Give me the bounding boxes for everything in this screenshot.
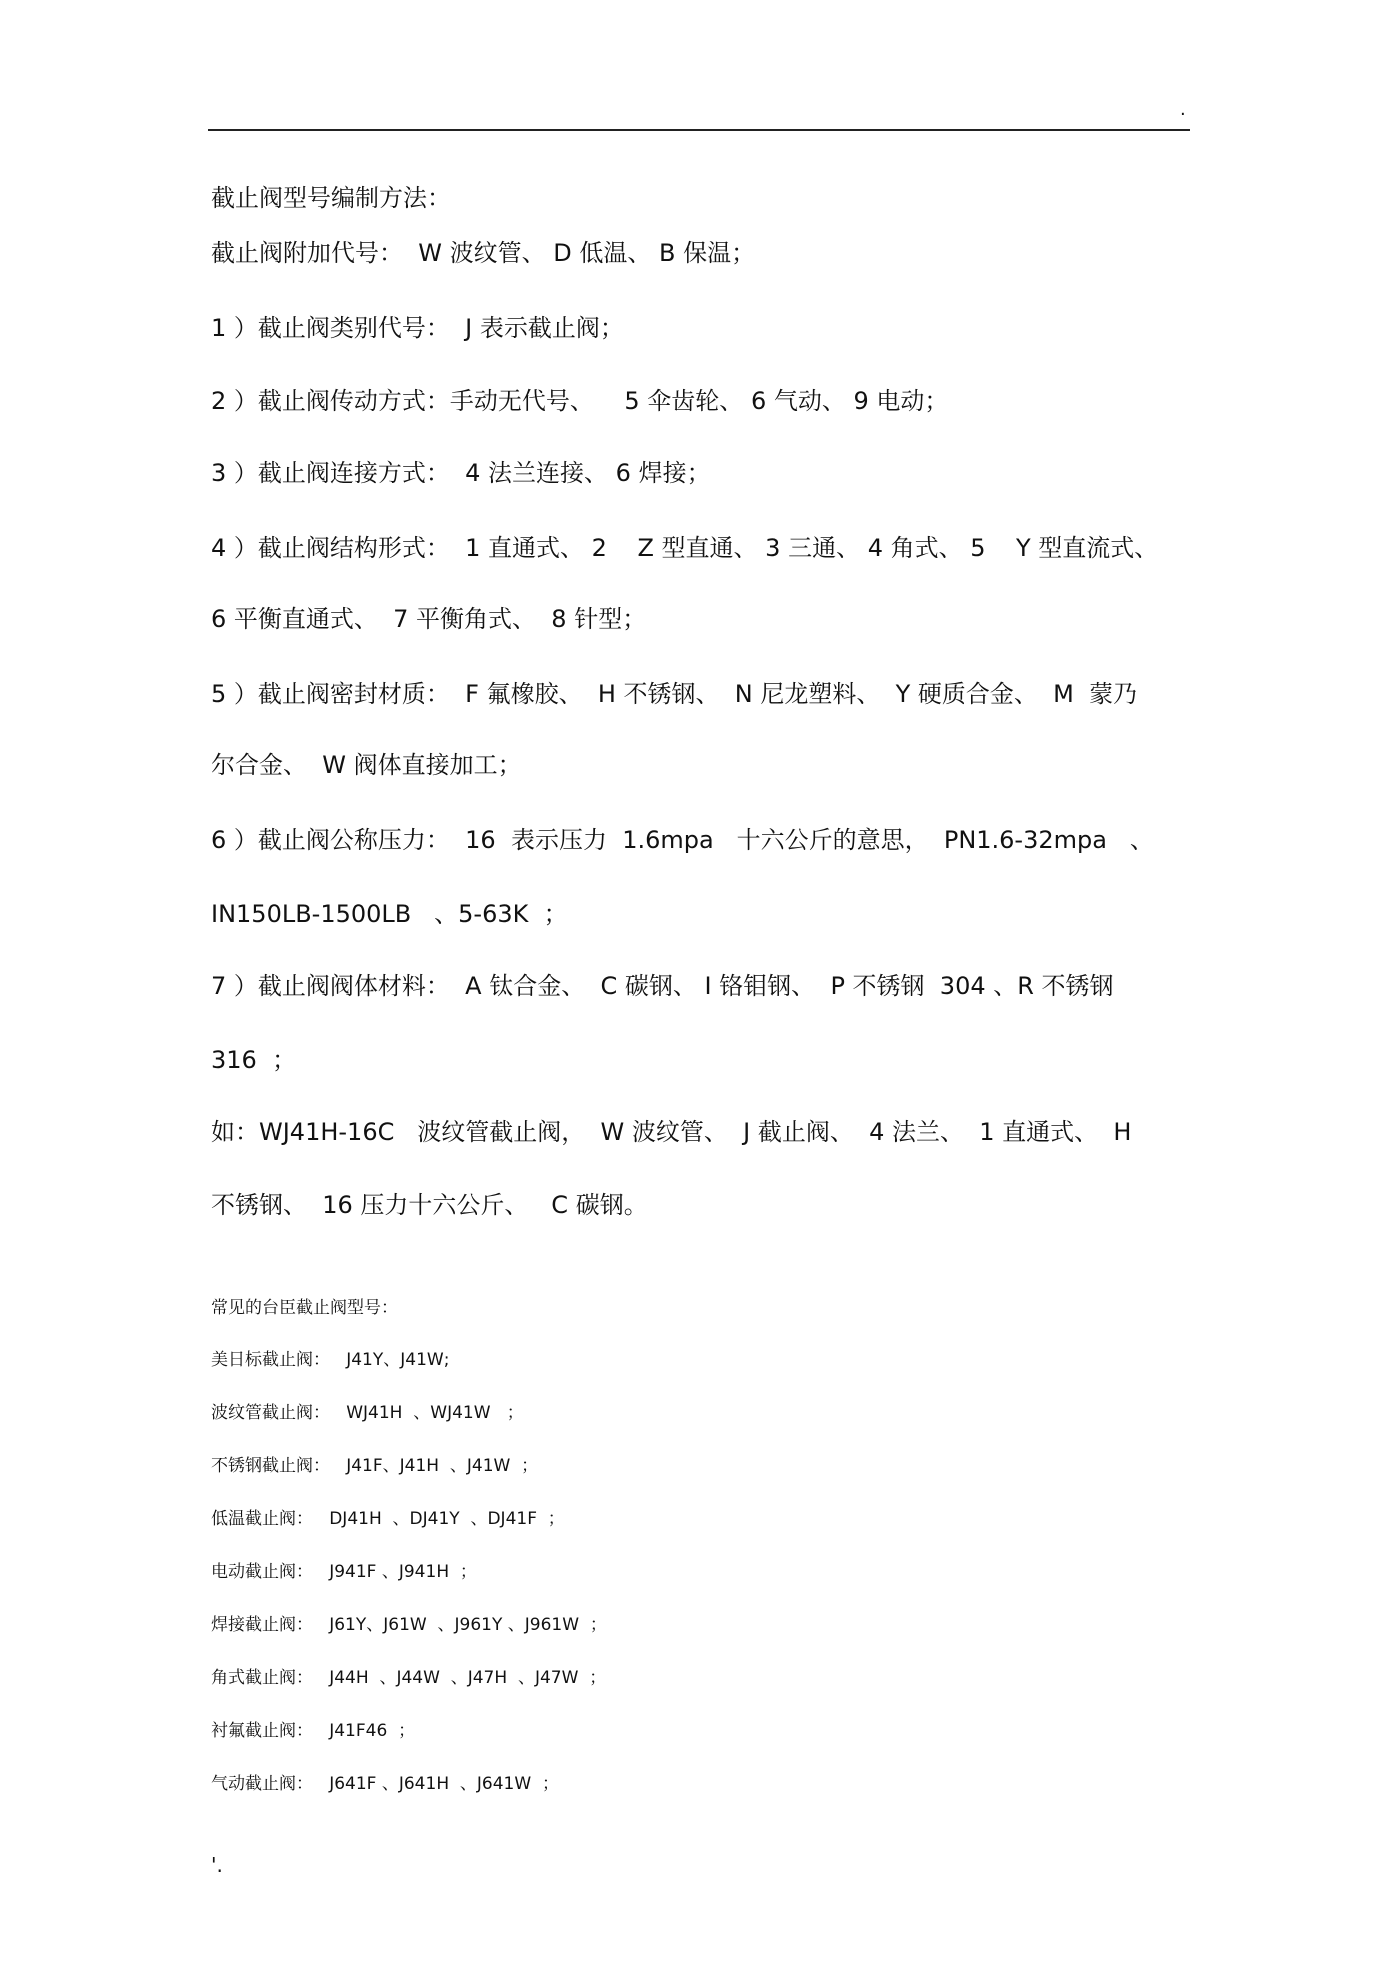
header-mark: . <box>1180 99 1186 120</box>
section-line-1: 1 ）截止阀类别代号： J 表示截止阀； <box>211 314 624 342</box>
model-item: 不锈钢截止阀： J41F、J41H 、J41W ； <box>211 1456 539 1476</box>
section-line-5: 5 ）截止阀密封材质： F 氟橡胶、 H 不锈钢、 N 尼龙塑料、 Y 硬质合金、 M 蒙乃 <box>211 680 1138 708</box>
document-title: 截止阀型号编制方法： <box>211 184 451 212</box>
example-line: 如：WJ41H-16C 波纹管截止阀， W 波纹管、 J 截止阀、 4 法兰、 1 直通式、 H <box>211 1118 1132 1146</box>
common-models-title: 常见的台臣截止阀型号： <box>211 1298 398 1318</box>
section-line-7: 7 ）截止阀阀体材料： A 钛合金、 C 碳钢、 I 铬钼钢、 P 不锈钢 304 、R 不锈钢 <box>211 972 1114 1000</box>
model-item: 美日标截止阀： J41Y、J41W; <box>211 1350 450 1370</box>
header-rule <box>208 129 1190 131</box>
model-item: 焊接截止阀： J61Y、J61W 、J961Y 、J961W ； <box>211 1615 607 1635</box>
model-item: 低温截止阀： DJ41H 、DJ41Y 、DJ41F ； <box>211 1509 565 1529</box>
section-line-2: 2 ）截止阀传动方式：手动无代号、 5 伞齿轮、 6 气动、 9 电动； <box>211 387 949 415</box>
section-line-7-cont: 316 ； <box>211 1046 297 1074</box>
section-line-6: 6 ）截止阀公称压力： 16 表示压力 1.6mpa 十六公斤的意思， PN1.6-32mpa 、 <box>211 826 1154 854</box>
model-item: 角式截止阀： J44H 、J44W 、J47H 、J47W ； <box>211 1668 607 1688</box>
suffix-codes-line: 截止阀附加代号： W 波纹管、 D 低温、 B 保温； <box>211 239 756 267</box>
section-line-6-cont: IN150LB-1500LB 、5-63K ； <box>211 900 568 928</box>
model-item: 电动截止阀： J941F 、J941H ； <box>211 1562 477 1582</box>
section-line-4-cont: 6 平衡直通式、 7 平衡角式、 8 针型； <box>211 605 647 633</box>
model-item: 波纹管截止阀： WJ41H 、WJ41W ； <box>211 1403 524 1423</box>
section-line-3: 3 ）截止阀连接方式： 4 法兰连接、 6 焊接； <box>211 459 711 487</box>
section-line-5-cont: 尔合金、 W 阀体直接加工； <box>211 751 522 779</box>
model-item: 气动截止阀： J641F 、J641H 、J641W ； <box>211 1774 559 1794</box>
example-line-cont: 不锈钢、 16 压力十六公斤、 C 碳钢。 <box>211 1191 648 1219</box>
model-item: 衬氟截止阀： J41F46 ； <box>211 1721 416 1741</box>
footer-mark: '. <box>211 1853 223 1877</box>
section-line-4: 4 ）截止阀结构形式： 1 直通式、 2 Z 型直通、 3 三通、 4 角式、 5 Y 型直流式、 <box>211 534 1159 562</box>
